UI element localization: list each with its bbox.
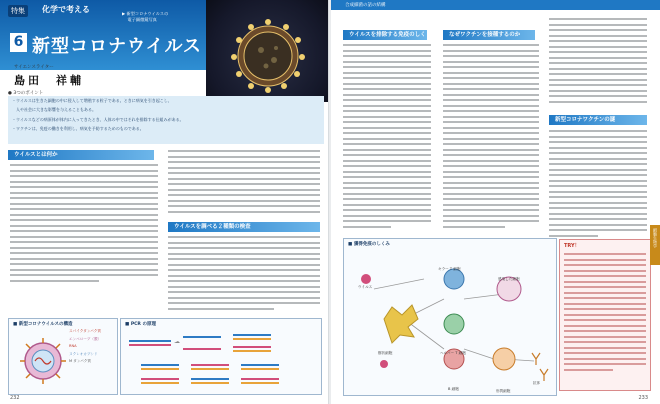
key-point: 人や社会に大きな影響を与えることもある。 [12, 107, 96, 113]
key-point: ・ワクチンは、免疫の働きを利用し、病気を予防するためのものである。 [12, 125, 144, 131]
pcr-principle-figure [120, 318, 322, 395]
figure-label: 樹状細胞 [378, 351, 393, 355]
figure-label: ヌクレオカプシド [69, 351, 98, 356]
figure-label: 形質細胞 [496, 389, 511, 393]
section-heading: なぜワクチンを接種するのか [443, 30, 535, 40]
section-title: 化学で考える [42, 5, 90, 14]
body-text-column [443, 44, 539, 231]
page-number: 232 [10, 395, 20, 401]
virus-structure-figure [8, 318, 118, 395]
body-text-column [168, 150, 320, 216]
section-heading: 新型コロナワクチンの謎 [549, 115, 647, 125]
running-header-text: 合成細菌の話の結構 [345, 3, 386, 8]
body-text-column [168, 236, 320, 313]
figure-title: ■ PCR の原理 [125, 322, 156, 327]
key-points-box [8, 96, 324, 144]
pcr-diagram [121, 329, 319, 389]
figure-label: B 細胞 [448, 387, 459, 391]
section-heading: ウイルスを調べる２種類の検査 [168, 222, 320, 232]
figure-label: 抗体 [533, 381, 541, 385]
figure-label: キラー T 細胞 [438, 267, 461, 271]
figure-label: スパイクタンパク質 [69, 329, 101, 333]
figure-label: ヘルパー T 細胞 [440, 351, 466, 355]
photo-caption [122, 11, 168, 23]
figure-label: ウイルス [358, 285, 373, 289]
try-box [559, 239, 651, 391]
section-heading: ウイルスとは何か [8, 150, 154, 160]
chapter-title: 新型コロナウイルス [32, 36, 202, 57]
photo-caption-line: 電子顕微鏡写真 [122, 17, 157, 22]
chapter-number: 6 [10, 33, 27, 52]
points-title: ● 3つのポイント [8, 91, 44, 96]
section-heading: ウイルスを排除する免疫のしく [343, 30, 427, 40]
figure-title: ■ 新型コロナウイルスの構造 [13, 322, 73, 327]
writer-label: サイエンスライター [14, 65, 54, 70]
key-point: ・ウイルスなどの病原体が体内に入ってきたとき、人体の中ではそれを排除する仕組みがある。 [12, 116, 184, 122]
try-title: TRY！ [564, 243, 580, 249]
side-index-tab [650, 225, 660, 265]
figure-title: ■ 獲得免疫のしくみ [348, 242, 390, 247]
key-point: ・ウイルスは生きた細胞の中に侵入して増殖する粒子である。ときに病気を引き起こし、 [12, 98, 172, 103]
writer-name: 島田 祥輔 [14, 74, 84, 87]
body-text-column [10, 164, 158, 285]
right-page [331, 0, 660, 404]
page-number: 233 [638, 395, 648, 401]
body-text-column [549, 18, 647, 106]
section-tag: 特集 [8, 5, 28, 17]
side-tab-label: 細胞生物学 [653, 228, 658, 248]
figure-label: M タンパク質 [69, 359, 91, 363]
body-text-column [549, 130, 647, 240]
figure-label: RNA [69, 344, 77, 348]
running-header [331, 0, 660, 10]
acquired-immunity-figure [343, 238, 557, 396]
body-text-column [343, 44, 431, 231]
figure-label: 感染した細胞 [498, 277, 520, 281]
coronavirus-micrograph [206, 0, 330, 102]
figure-label: エンベロープ（膜） [69, 336, 102, 341]
photo-caption-line: ▶ 新型コロナウイルスの [122, 11, 169, 16]
